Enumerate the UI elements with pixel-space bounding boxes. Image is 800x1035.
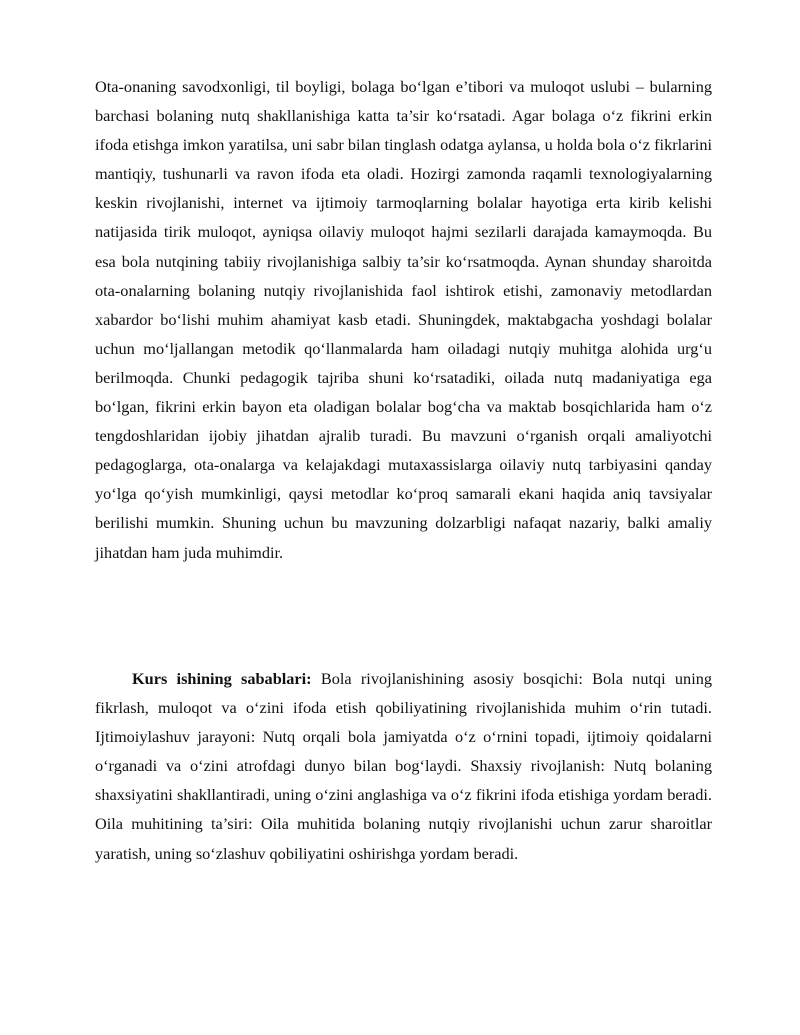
body-paragraph-1: Ota-onaning savodxonligi, til boyligi, bolaga bo‘lgan e’tibori va muloqot uslubi – bularning barchasi bolaning nutq shakllanishiga katta ta’sir ko‘rsatadi. Agar bolaga o‘z fikrini erkin ifoda etishga imkon yaratilsa, uni sabr bilan tinglash odatga aylansa, u holda bola o‘z fikrlarini mantiqiy, tushunarli va ravon ifoda eta oladi. Hozirgi zamonda raqamli texnologiyalarning keskin rivojlanishi, internet va ijtimoiy tarmoqlarning bolalar hayotiga erta kirib kelishi natijasida tirik muloqot, ayniqsa oilaviy muloqot hajmi sezilarli darajada kamaymoqda. Bu esa bola nutqining tabiiy rivojlanishiga salbiy ta’sir ko‘rsatmoqda. Aynan shunday sharoitda ota-onalarning bolaning nutqiy rivojlanishida faol ishtirok etishi, zamonaviy metodlardan xabardor bo‘lishi muhim ahamiyat kasb etadi. Shuningdek, maktabgacha yoshdagi bolalar uchun mo‘ljallangan metodik qo‘llanmalarda ham oiladagi nutqiy muhitga alohida urg‘u berilmoqda. Chunki pedagogik tajriba shuni ko‘rsatadiki, oilada nutq madaniyatiga ega bo‘lgan, fikrini erkin bayon eta oladigan bolalar bog‘cha va maktab bosqichlarida ham o‘z tengdoshlaridan ijobiy jihatdan ajralib turadi. Bu mavzuni o‘rganish orqali amaliyotchi pedagoglarga, ota-onalarga va kelajakdagi mutaxassislarga oilaviy nutq tarbiyasini qanday yo‘lga qo‘yish mumkinligi, qaysi metodlar ko‘proq samarali ekani haqida aniq tavsiyalar berilishi mumkin. Shuning uchun bu mavzuning dolzarbligi nafaqat nazariy, balki amaliy jihatdan ham juda muhimdir.	[95, 77, 712, 562]
paragraph-heading: Kurs ishining sabablari:	[132, 669, 312, 688]
paragraph-2-body: Bola rivojlanishining asosiy bosqichi: Bola nutqi uning fikrlash, muloqot va o‘zini ifoda etish qobiliyatining rivojlanishida muhim o‘rin tutadi. Ijtimoiylashuv jarayoni: Nutq orqali bola jamiyatda o‘z o‘rnini topadi, ijtimoiy qoidalarni o‘rganadi va o‘zini atrofdagi dunyo bilan bog‘laydi. Shaxsiy rivojlanish: Nutq bolaning shaxsiyatini shakllantiradi, uning o‘zini anglashiga va o‘z fikrini ifoda etishiga yordam beradi. Oila muhitining ta’siri: Oila muhitida bolaning nutqiy rivojlanishi uchun zarur sharoitlar yaratish, uning so‘zlashuv qobiliyatini oshirishga yordam beradi.	[95, 669, 712, 863]
body-paragraph-2	[95, 664, 712, 868]
